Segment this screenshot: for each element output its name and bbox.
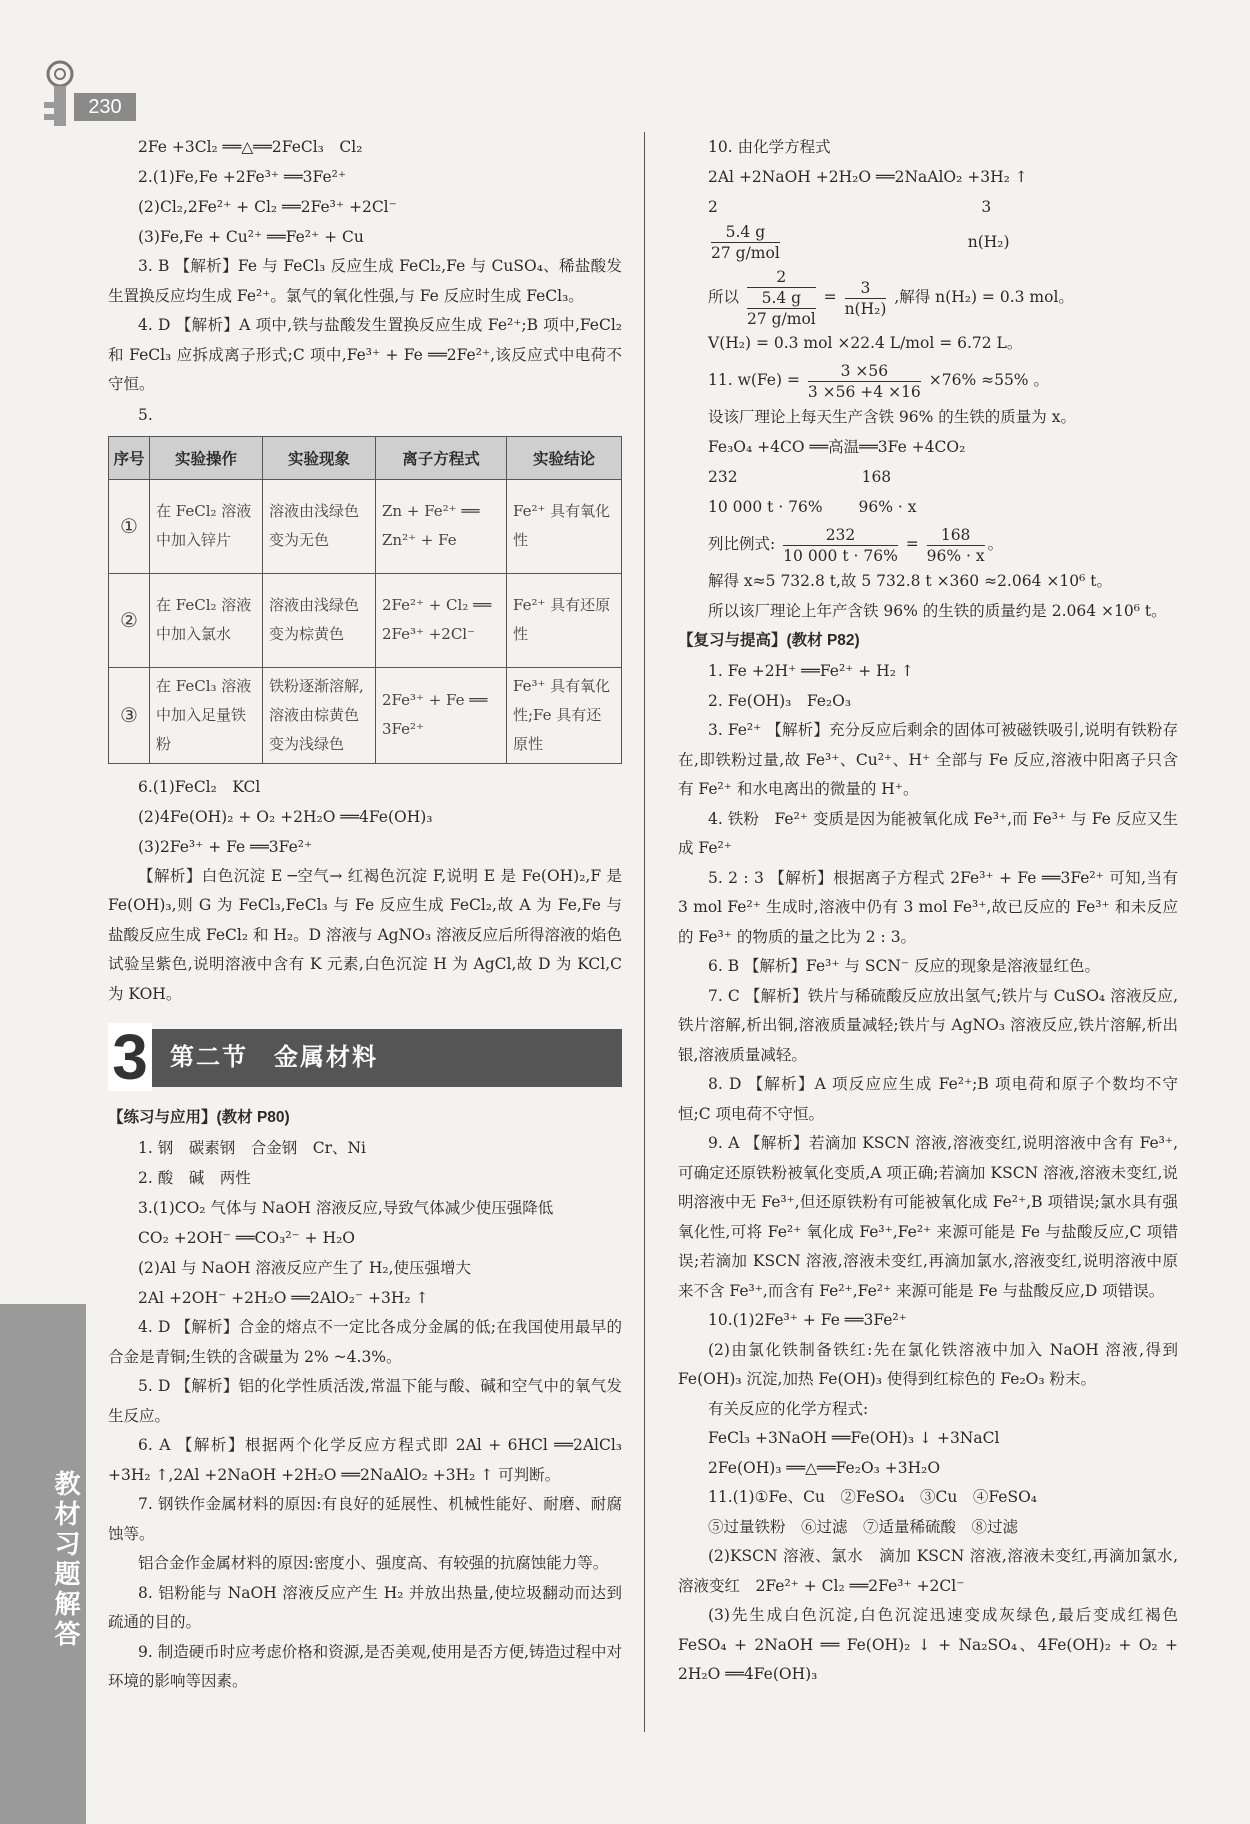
answer-paragraph: 7. 钢铁作金属材料的原因:有良好的延展性、机械性能好、耐磨、耐腐蚀等。 xyxy=(108,1495,622,1543)
table-cell: Zn + Fe²⁺ ══ Zn²⁺ + Fe xyxy=(376,479,507,573)
section-title: 第二节 金属材料 xyxy=(170,1044,378,1071)
fraction-line xyxy=(678,358,1178,402)
fraction xyxy=(747,267,816,329)
answer-line: (2)Cl₂,2Fe²⁺ + Cl₂ ══2Fe³⁺ +2Cl⁻ xyxy=(138,198,397,216)
answer-line: (2)Al 与 NaOH 溶液反应产生了 H₂,使压强增大 xyxy=(138,1259,472,1277)
table-cell: 在 FeCl₂ 溶液中加入氯水 xyxy=(150,573,263,667)
answer-paragraph: 铝合金作金属材料的原因:密度小、强度高、有较强的抗腐蚀能力等。 xyxy=(138,1554,609,1572)
table-cell: 2Fe²⁺ + Cl₂ ══ 2Fe³⁺ +2Cl⁻ xyxy=(376,573,507,667)
answer-paragraph: 9. 制造硬币时应考虑价格和资源,是否美观,使用是否方便,铸造过程中对环境的影响等因素。 xyxy=(108,1642,622,1690)
answer-line: 2.(1)Fe,Fe +2Fe³⁺ ══3Fe²⁺ xyxy=(138,168,347,186)
text: 所以 xyxy=(708,288,740,306)
experiment-table xyxy=(108,436,622,764)
table-row xyxy=(109,479,622,573)
numerator: 232 xyxy=(783,525,898,546)
answer-line: 2. 酸 碱 两性 xyxy=(138,1169,251,1187)
column-divider xyxy=(644,132,645,1732)
denominator: 27 g/mol xyxy=(746,310,816,328)
table-header: 序号 xyxy=(109,436,150,479)
table-row xyxy=(109,667,622,763)
answer-paragraph: 4. 铁粉 Fe²⁺ 变质是因为能被氧化成 Fe³⁺,而 Fe³⁺ 与 Fe 反应又生成 Fe²⁺ xyxy=(678,809,1178,857)
answer-paragraph: (2)由氯化铁制备铁红:先在氯化铁溶液中加入 NaOH 溶液,得到 Fe(OH)₃ 沉淀,加热 Fe(OH)₃ 使得到红棕色的 Fe₂O₃ 粉末。 xyxy=(678,1340,1178,1388)
numerator: 3 ×56 xyxy=(808,361,921,382)
answer-paragraph: 6. B 【解析】Fe³⁺ 与 SCN⁻ 反应的现象是溶液显红色。 xyxy=(708,957,1101,975)
analysis-paragraph: 【解析】白色沉淀 E ─空气→ 红褐色沉淀 F,说明 E 是 Fe(OH)₂,F 是 Fe(OH)₃,则 G 为 FeCl₃,FeCl₃ 与 Fe 反应生成 FeCl₂,故 A 为 Fe,Fe 与盐酸反应生成 FeCl₂ 和 H₂。D 溶液与 AgNO₃ 溶液反应后所得溶液的焰色试验呈紫色,说明溶液中含有 K 元素,白色沉淀 H 为 AgCl,故 D 为 KCl,C 为 KOH。 xyxy=(108,866,622,1003)
fraction xyxy=(711,222,780,263)
answer-line: 2Al +2OH⁻ +2H₂O ══2AlO₂⁻ +3H₂ ↑ xyxy=(138,1289,429,1307)
table-cell: ① xyxy=(109,479,150,573)
left-column xyxy=(108,132,622,1697)
table-header: 实验操作 xyxy=(150,436,263,479)
answer-paragraph: 3. Fe²⁺ 【解析】充分反应后剩余的固体可被磁铁吸引,说明有铁粉存在,即铁粉过量,故 Fe³⁺、Cu²⁺、H⁺ 全部与 Fe 反应,溶液中阳离子只含有 Fe²⁺ 和水电离出的微量的 H⁺。 xyxy=(678,721,1178,798)
denominator: 5.4 g xyxy=(747,288,816,309)
table-cell: 铁粉逐渐溶解,溶液由棕黄色变为浅绿色 xyxy=(263,667,376,763)
answer-line: 设该厂理论上每天生产含铁 96% 的生铁的质量为 x。 xyxy=(708,408,1076,426)
table-header-row xyxy=(109,436,622,479)
answer-paragraph: 2Fe(OH)₃ ══△══Fe₂O₃ +3H₂O xyxy=(708,1458,941,1477)
fraction-line: 所以 2 5.4 g 27 g/mol = $\frac{3}{\text{n(H₂)}}$ ,解得 n(H₂) = 0.3 mol。 xyxy=(708,268,1074,328)
answer-paragraph: 5. 2 : 3 【解析】根据离子方程式 2Fe³⁺ + Fe ══3Fe²⁺ 可知,当有 3 mol Fe²⁺ 生成时,溶液中仍有 3 mol Fe³⁺,故已反应的 Fe³⁺ 和未反应的 Fe³⁺ 的物质的量之比为 2 : 3。 xyxy=(678,868,1178,946)
table-cell: ② xyxy=(109,573,150,667)
answer-paragraph: 8. D 【解析】A 项反应应生成 Fe²⁺;B 项电荷和原子个数均不守恒;C 项电荷不守恒。 xyxy=(678,1075,1178,1123)
table-cell: ③ xyxy=(109,667,150,763)
answer-line: 1. 钢 碳素钢 合金钢 Cr、Ni xyxy=(138,1139,367,1157)
fraction xyxy=(927,525,985,566)
table-header: 实验现象 xyxy=(263,436,376,479)
table-cell: Fe²⁺ 具有氧化性 xyxy=(507,479,622,573)
numerator: 2 xyxy=(747,267,816,288)
fraction xyxy=(783,525,898,566)
section-banner xyxy=(108,1021,622,1093)
answer-line: 3.(1)CO₂ 气体与 NaOH 溶液反应,导致气体减少使压强降低 xyxy=(138,1199,554,1217)
table-cell: Fe²⁺ 具有还原性 xyxy=(507,573,622,667)
answer-line: (2)4Fe(OH)₂ + O₂ +2H₂O ══4Fe(OH)₃ xyxy=(138,807,433,826)
answer-paragraph: (3)先生成白色沉淀,白色沉淀迅速变成灰绿色,最后变成红褐色 FeSO₄ + 2NaOH ══ Fe(OH)₂ ↓ + Na₂SO₄、4Fe(OH)₂ + O₂ + 2H₂O ══4Fe(OH)₃ xyxy=(678,1606,1194,1683)
numerator: 3 xyxy=(845,278,887,299)
answer-line: 10. 由化学方程式 xyxy=(708,138,831,156)
answer-line: V(H₂) = 0.3 mol ×22.4 L/mol = 6.72 L。 xyxy=(708,334,1023,352)
fraction xyxy=(808,361,921,402)
answer-line: 10 000 t · 76% 96% · x xyxy=(708,498,917,516)
answer-line: 解得 x≈5 732.8 t,故 5 732.8 t ×360 ≈2.064 ×10⁶ t。 xyxy=(708,572,1112,590)
answer-line: Fe₃O₄ +4CO ══高温══3Fe +4CO₂ xyxy=(708,438,966,456)
fraction-rhs: n(H₂) xyxy=(967,232,1010,251)
answer-line: (3)Fe,Fe + Cu²⁺ ══Fe²⁺ + Cu xyxy=(138,228,364,246)
text: 11. w(Fe) = xyxy=(708,371,800,389)
right-column xyxy=(678,132,1194,1690)
text: ×76% ≈55% 。 xyxy=(928,371,1049,389)
fraction xyxy=(845,278,887,319)
table-header: 离子方程式 xyxy=(376,436,507,479)
answer-paragraph: ⑤过量铁粉 ⑥过滤 ⑦适量稀硫酸 ⑧过滤 xyxy=(708,1517,1019,1536)
text: 列比例式: xyxy=(708,535,776,553)
denominator: 3 ×56 +4 ×16 xyxy=(807,382,921,401)
table-cell: 溶液由浅绿色变为棕黄色 xyxy=(263,573,376,667)
numerator: 5.4 g xyxy=(711,222,780,243)
sub-heading: 【练习与应用】(教材 P80) xyxy=(108,1109,290,1126)
answer-paragraph: 8. 铝粉能与 NaOH 溶液反应产生 H₂ 并放出热量,使垃圾翻动而达到疏通的目的。 xyxy=(108,1583,622,1631)
page-number: 230 xyxy=(74,93,136,121)
answer-line: 6.(1)FeCl₂ KCl xyxy=(138,777,261,796)
answer-paragraph: 4. D 【解析】A 项中,铁与盐酸发生置换反应生成 Fe²⁺;B 项中,FeCl₂ 和 FeCl₃ 应拆成离子形式;C 项中,Fe³⁺ + Fe ══2Fe²⁺,该反应式中电荷不守恒。 xyxy=(108,316,622,393)
answer-line: CO₂ +2OH⁻ ══CO₃²⁻ + H₂O xyxy=(138,1229,356,1247)
denominator: 10 000 t · 76% xyxy=(783,546,898,565)
sub-heading: 【复习与提高】(教材 P82) xyxy=(678,632,860,649)
answer-paragraph: 6. A 【解析】根据两个化学反应方程式即 2Al + 6HCl ══2AlCl₃ +3H₂ ↑,2Al +2NaOH +2H₂O ══2NaAlO₂ +3H₂ ↑ 可判断。 xyxy=(108,1436,622,1484)
answer-paragraph: (2)KSCN 溶液、氯水 滴加 KSCN 溶液,溶液未变红,再滴加氯水,溶液变红 2Fe²⁺ + Cl₂ ══2Fe³⁺ +2Cl⁻ xyxy=(678,1547,1178,1595)
numerator: 168 xyxy=(927,525,985,546)
answer-line: (3)2Fe³⁺ + Fe ══3Fe²⁺ xyxy=(138,837,313,856)
answer-line: 2Al +2NaOH +2H₂O ══2NaAlO₂ +3H₂ ↑ xyxy=(708,168,1028,186)
table-cell: 溶液由浅绿色变为无色 xyxy=(263,479,376,573)
denominator: n(H₂) xyxy=(844,299,887,318)
answer-paragraph: 3. B 【解析】Fe 与 FeCl₃ 反应生成 FeCl₂,Fe 与 CuSO₄、稀盐酸发生置换反应均生成 Fe²⁺。氯气的氧化性强,与 Fe 反应时生成 FeCl₃。 xyxy=(108,257,622,305)
answer-line: 2Fe +3Cl₂ ══△══2FeCl₃ Cl₂ xyxy=(138,138,363,156)
table-cell: 2Fe³⁺ + Fe ══ 3Fe²⁺ xyxy=(376,667,507,763)
denominator: 96% · x xyxy=(926,546,985,565)
answer-line: 1. Fe +2H⁺ ══Fe²⁺ + H₂ ↑ xyxy=(708,662,914,680)
answer-paragraph: 10.(1)2Fe³⁺ + Fe ══3Fe²⁺ xyxy=(708,1311,907,1329)
text: ,解得 n(H₂) = 0.3 mol。 xyxy=(894,288,1074,306)
answer-line: 所以该厂理论上年产含铁 96% 的生铁的质量约是 2.064 ×10⁶ t。 xyxy=(708,602,1167,620)
table-cell: 在 FeCl₂ 溶液中加入锌片 xyxy=(150,479,263,573)
table-cell: Fe³⁺ 具有氧化性;Fe 具有还原性 xyxy=(507,667,622,763)
answer-paragraph: 7. C 【解析】铁片与稀硫酸反应放出氢气;铁片与 CuSO₄ 溶液反应,铁片溶解,析出铜,溶液质量减轻;铁片与 AgNO₃ 溶液反应,铁片溶解,析出银,溶液质量减轻。 xyxy=(678,986,1178,1064)
answer-paragraph: 4. D 【解析】合金的熔点不一定比各成分金属的低;在我国使用最早的合金是青铜;生铁的含碳量为 2% ~4.3%。 xyxy=(108,1318,622,1366)
answer-paragraph: FeCl₃ +3NaOH ══Fe(OH)₃ ↓ +3NaCl xyxy=(708,1429,1000,1447)
section-number: 3 xyxy=(108,1023,152,1091)
answer-paragraph: 11.(1)①Fe、Cu ②FeSO₄ ③Cu ④FeSO₄ xyxy=(708,1488,1038,1506)
side-tab-label: 教材习题解答 xyxy=(51,1470,81,1650)
denominator: 27 g/mol xyxy=(711,244,780,262)
answer-line: 2. Fe(OH)₃ Fe₂O₃ xyxy=(708,692,852,710)
table-row xyxy=(109,573,622,667)
answer-paragraph: 5. D 【解析】铝的化学性质活泼,常温下能与酸、碱和空气中的氧气发生反应。 xyxy=(108,1377,622,1425)
answer-line: 232 168 xyxy=(708,468,892,486)
fraction-line xyxy=(678,222,1178,266)
answer-paragraph: 有关反应的化学方程式: xyxy=(708,1399,869,1418)
fraction-line: 列比例式: $\frac{232}{10 000 t \cdot 76\%}$ = $\frac{168}{96\% \cdot x}$ 。 xyxy=(708,525,1004,565)
table-cell: 在 FeCl₃ 溶液中加入足量铁粉 xyxy=(150,667,263,763)
answer-line: 2 3 xyxy=(708,198,992,216)
table-header: 实验结论 xyxy=(507,436,622,479)
answer-line: 5. xyxy=(138,405,153,424)
answer-paragraph: 9. A 【解析】若滴加 KSCN 溶液,溶液变红,说明溶液中含有 Fe³⁺,可确定还原铁粉被氧化变质,A 项正确;若滴加 KSCN 溶液,溶液未变红,说明溶液中无 Fe³⁺,但还原铁粉有可能被氧化成 Fe²⁺,B 项错误;氯水具有强氧化性,可将 Fe²⁺ 氧化成 Fe³⁺,Fe²⁺ 来源可能是 Fe 与盐酸反应,C 项错误;若滴加 KSCN 溶液,溶液未变红,再滴加氯水,溶液变红,说明溶液中原来不含 Fe³⁺,而含有 Fe²⁺,Fe²⁺ 来源可能是 Fe 与盐酸反应,D 项错误。 xyxy=(678,1134,1178,1300)
